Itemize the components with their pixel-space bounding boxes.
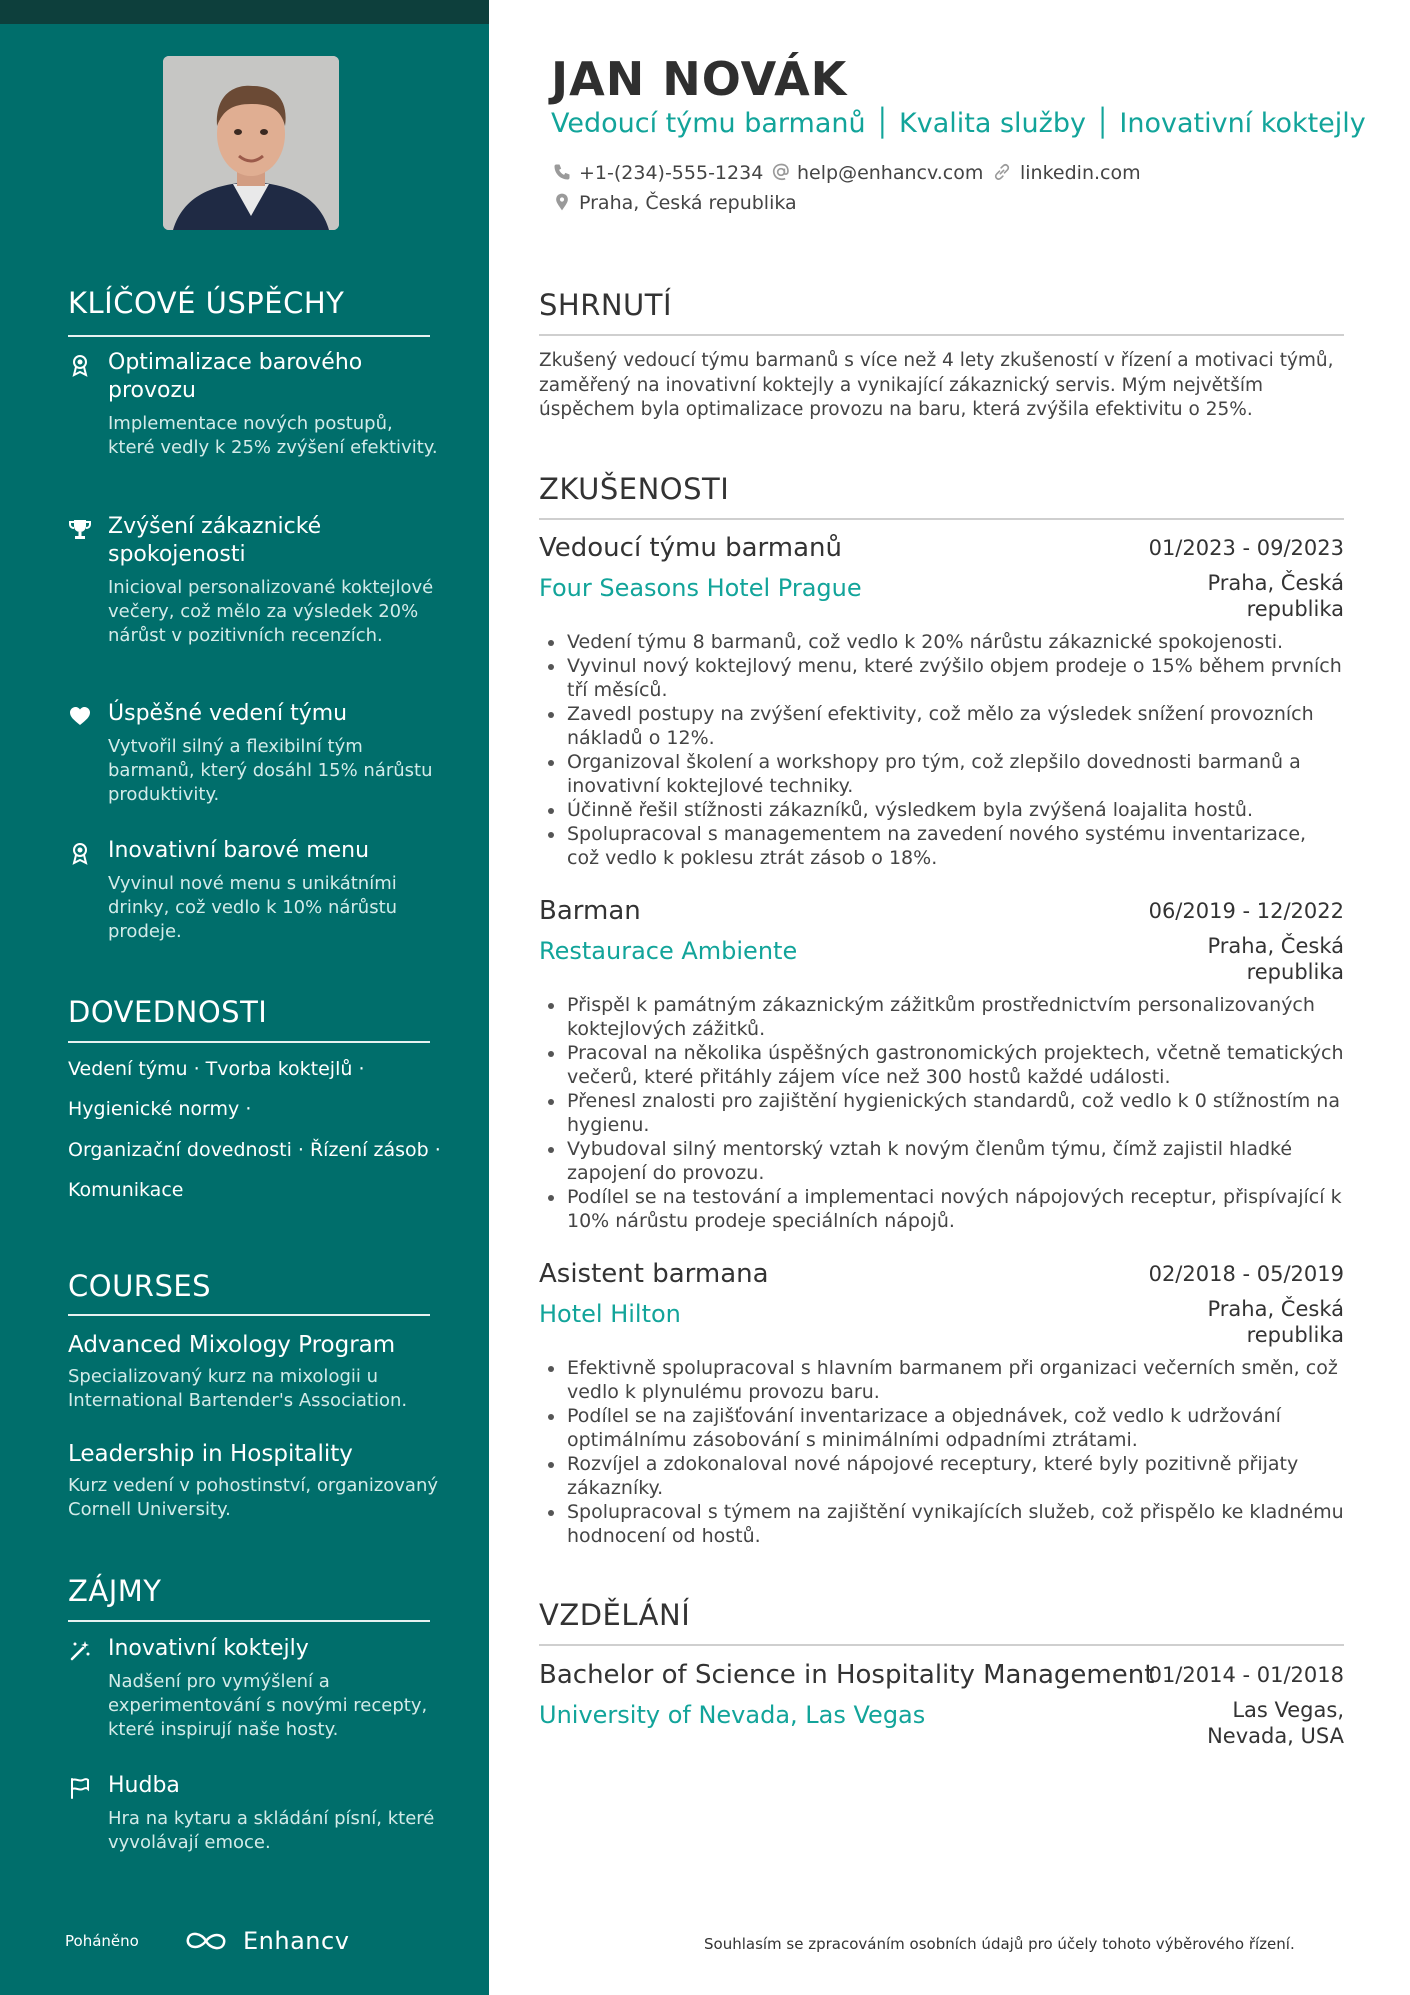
- enhancv-logo-icon: [184, 1925, 228, 1957]
- phone-icon: [552, 162, 572, 182]
- job-bullet: Organizoval školení a workshopy pro tým, což zlepšilo dovednosti barmanů a inovativní koktejlové techniky.: [539, 750, 1344, 798]
- achievements-heading: KLÍČOVÉ ÚSPĚCHY: [68, 286, 345, 320]
- education-degree: Bachelor of Science in Hospitality Management: [539, 1660, 1155, 1690]
- achievement-item: [68, 700, 438, 807]
- interest-title: Inovativní koktejly: [108, 1636, 309, 1661]
- achievements-divider: [68, 335, 430, 337]
- achievement-title: Inovativní barové menu: [108, 838, 370, 863]
- job-bullet: Spolupracoval s týmem na zajištění vynikajících služeb, což přispělo ke kladnému hodnocení od hostů.: [539, 1500, 1344, 1548]
- education-divider: [539, 1644, 1344, 1646]
- job-bullet: Podílel se na zajišťování inventarizace a objednávek, což vedlo k udržování optimálnímu zásobování s minimálními odpadními ztrátami.: [539, 1404, 1344, 1452]
- achievement-title: Zvýšení zákaznické spokojenosti: [108, 514, 322, 567]
- job-title: Barman: [539, 896, 641, 926]
- skills-heading: DOVEDNOSTI: [68, 995, 268, 1029]
- course-item: [68, 1439, 448, 1522]
- education-school: University of Nevada, Las Vegas: [539, 1701, 926, 1729]
- achievement-item: [68, 513, 438, 648]
- location-pin-icon: [552, 192, 572, 212]
- course-desc: Specializovaný kurz na mixologii u International Bartender's Association.: [68, 1366, 408, 1411]
- education-location: Las Vegas, Nevada, USA: [1207, 1698, 1344, 1748]
- location-text: Praha, Česká republika: [579, 192, 797, 214]
- linkedin-link[interactable]: linkedin.com: [1020, 162, 1141, 184]
- trophy-icon: [68, 517, 92, 541]
- magic-wand-icon: [68, 1639, 92, 1663]
- job-dates: 06/2019 - 12/2022: [1148, 899, 1344, 923]
- phone-number[interactable]: +1-(234)-555-1234: [579, 162, 764, 184]
- powered-by-label: Poháněno: [65, 1932, 139, 1950]
- interest-desc: Nadšení pro vymýšlení a experimentování s novými recepty, které inspirují naše hosty.: [108, 1671, 428, 1740]
- education-dates: 01/2014 - 01/2018: [1148, 1663, 1344, 1687]
- flag-icon: [68, 1776, 92, 1800]
- sidebar-top-bar: [0, 0, 489, 24]
- interests-divider: [68, 1620, 430, 1622]
- job-title: Asistent barmana: [539, 1259, 769, 1289]
- job-bullet: Přenesl znalosti pro zajištění hygienických standardů, což vedlo k 0 stížnostím na hygienu.: [539, 1089, 1344, 1137]
- enhancv-brand-name: Enhancv: [243, 1927, 350, 1955]
- summary-heading: SHRNUTÍ: [539, 288, 673, 322]
- job-bullet: Spolupracoval s managementem na zavedení nového systému inventarizace, což vedlo k poklesu ztrát zásob o 18%.: [539, 822, 1344, 870]
- achievement-title: Optimalizace barového provozu: [108, 350, 363, 403]
- sidebar: [0, 0, 489, 1995]
- skills-divider: [68, 1041, 430, 1043]
- job-dates: 02/2018 - 05/2019: [1148, 1262, 1344, 1286]
- award-icon: [68, 841, 92, 865]
- job-bullet-list: [539, 993, 1344, 1233]
- job-bullet-list: [539, 1356, 1344, 1548]
- skill-line: Hygienické normy ·: [68, 1098, 252, 1120]
- job-bullet: Vedení týmu 8 barmanů, což vedlo k 20% nárůstu zákaznické spokojenosti.: [539, 630, 1344, 654]
- interest-desc: Hra na kytaru a skládání písní, které vyvolávají emoce.: [108, 1808, 435, 1853]
- job-bullet-list: [539, 630, 1344, 870]
- achievement-title: Úspěšné vedení týmu: [108, 701, 348, 726]
- interest-title: Hudba: [108, 1773, 180, 1798]
- heart-icon: [68, 704, 92, 728]
- email-address[interactable]: help@enhancv.com: [797, 162, 984, 184]
- experience-heading: ZKUŠENOSTI: [539, 472, 730, 506]
- job-location: Praha, Česká republika: [1207, 571, 1344, 621]
- interest-item: [68, 1635, 438, 1742]
- course-desc: Kurz vedení v pohostinství, organizovaný Cornell University.: [68, 1475, 439, 1520]
- job-bullet: Pracoval na několika úspěšných gastronomických projektech, včetně tematických večerů, které přitáhly zájem více než 300 hostů každé události.: [539, 1041, 1344, 1089]
- skill-line: Komunikace: [68, 1179, 184, 1201]
- job-bullet: Vyvinul nový koktejlový menu, které zvýšilo objem prodeje o 15% během prvních tří měsíců.: [539, 654, 1344, 702]
- achievement-desc: Vyvinul nové menu s unikátními drinky, což vedlo k 10% nárůstu prodeje.: [108, 873, 398, 942]
- link-icon: [992, 162, 1012, 182]
- job-location: Praha, Česká republika: [1207, 934, 1344, 984]
- consent-statement: Souhlasím se zpracováním osobních údajů pro účely tohoto výběrového řízení.: [704, 1935, 1295, 1953]
- courses-divider: [68, 1314, 430, 1316]
- job-bullet: Přispěl k památným zákaznickým zážitkům prostřednictvím personalizovaných koktejlových zážitků.: [539, 993, 1344, 1041]
- job-bullet: Podílel se na testování a implementaci nových nápojových receptur, přispívající k 10% nárůstu prodeje speciálních nápojů.: [539, 1185, 1344, 1233]
- job-company: Hotel Hilton: [539, 1300, 681, 1328]
- interest-item: [68, 1772, 438, 1855]
- profile-photo: [163, 56, 339, 230]
- course-title: Leadership in Hospitality: [68, 1441, 353, 1467]
- job-company: Four Seasons Hotel Prague: [539, 574, 862, 602]
- job-bullet: Rozvíjel a zdokonaloval nové nápojové receptury, které byly pozitivně přijaty zákazníky.: [539, 1452, 1344, 1500]
- achievement-item: [68, 349, 438, 460]
- interests-heading: ZÁJMY: [68, 1574, 162, 1608]
- course-title: Advanced Mixology Program: [68, 1332, 396, 1358]
- job-bullet: Efektivně spolupracoval s hlavním barmanem při organizaci večerních směn, což vedlo k plynulému provozu baru.: [539, 1356, 1344, 1404]
- experience-divider: [539, 518, 1344, 520]
- achievement-desc: Vytvořil silný a flexibilní tým barmanů, který dosáhl 15% nárůstu produktivity.: [108, 736, 433, 805]
- job-bullet: Zavedl postupy na zvýšení efektivity, což mělo za výsledek snížení provozních nákladů o 12%.: [539, 702, 1344, 750]
- candidate-tagline: Vedoucí týmu barmanů │ Kvalita služby │ Inovativní koktejly: [551, 108, 1366, 139]
- at-sign-icon: [771, 162, 791, 182]
- job-bullet: Účinně řešil stížnosti zákazníků, výsledkem byla zvýšená loajalita hostů.: [539, 798, 1344, 822]
- course-item: [68, 1330, 448, 1413]
- job-company: Restaurace Ambiente: [539, 937, 798, 965]
- summary-divider: [539, 334, 1344, 336]
- education-heading: VZDĚLÁNÍ: [539, 1598, 691, 1632]
- candidate-name: JAN NOVÁK: [551, 52, 848, 106]
- job-bullet: Vybudoval silný mentorský vztah k novým členům týmu, čímž zajistil hladké zapojení do provozu.: [539, 1137, 1344, 1185]
- courses-heading: COURSES: [68, 1269, 212, 1303]
- achievement-desc: Implementace nových postupů, které vedly k 25% zvýšení efektivity.: [108, 413, 438, 458]
- job-title: Vedoucí týmu barmanů: [539, 533, 842, 563]
- job-location: Praha, Česká republika: [1207, 1297, 1344, 1347]
- award-icon: [68, 353, 92, 377]
- job-dates: 01/2023 - 09/2023: [1148, 536, 1344, 560]
- summary-text: Zkušený vedoucí týmu barmanů s více než 4 lety zkušeností v řízení a motivaci týmů, zaměřený na inovativní koktejly a vynikající zákaznický servis. Mým největším úspěchem byla optimalizace provozu na baru, která zvýšila efektivitu o 25%.: [539, 350, 1334, 420]
- achievement-item: [68, 837, 438, 944]
- skill-line: Vedení týmu · Tvorba koktejlů ·: [68, 1058, 365, 1080]
- skill-line: Organizační dovednosti · Řízení zásob ·: [68, 1139, 441, 1161]
- achievement-desc: Inicioval personalizované koktejlové večery, což mělo za výsledek 20% nárůst v pozitivních recenzích.: [108, 577, 434, 646]
